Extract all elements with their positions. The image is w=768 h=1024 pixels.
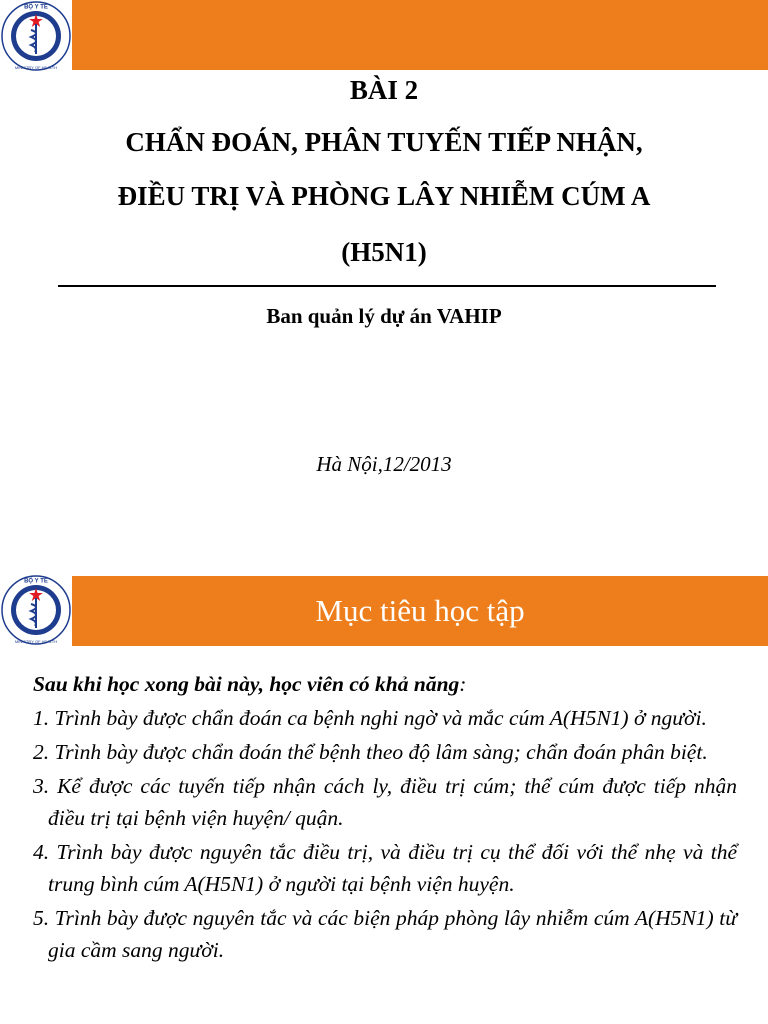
intro-colon: : <box>459 672 467 696</box>
logo-top-text: BỘ Y TẾ <box>24 578 48 585</box>
ministry-of-health-logo <box>0 0 72 72</box>
header-bar <box>72 576 768 646</box>
title-divider <box>58 285 716 287</box>
logo-bottom-text: MINISTRY OF HEALTH <box>14 65 58 70</box>
slide-title: Mục tiêu học tập <box>315 593 525 628</box>
intro-text: Sau khi học xong bài này, học viên có khả năng <box>33 672 460 696</box>
organization-subtitle: Ban quản lý dự án VAHIP <box>266 304 502 328</box>
objective-item-1: 1. Trình bày được chẩn đoán ca bệnh nghi ngờ và mắc cúm A(H5N1) ở người. <box>33 706 707 730</box>
lesson-number: BÀI 2 <box>349 75 419 105</box>
title-line-2: ĐIỀU TRỊ VÀ PHÒNG LÂY NHIỄM CÚM A <box>117 181 651 211</box>
header-bar <box>72 0 768 70</box>
objective-item-4: 4. Trình bày được nguyên tắc điều trị, và điều trị cụ thể đối với thể nhẹ và thể trung bình cúm A(H5N1) ở người tại bệnh viện huyện. <box>33 840 737 896</box>
objectives-slide <box>0 568 768 1024</box>
objective-item-2: 2. Trình bày được chẩn đoán thể bệnh theo độ lâm sàng; chẩn đoán phân biệt. <box>33 740 708 764</box>
objectives-intro <box>33 668 737 700</box>
objective-item-5: 5. Trình bày được nguyên tắc và các biện pháp phòng lây nhiễm cúm A(H5N1) từ gia cầm sang người. <box>33 906 737 962</box>
title-line-3: (H5N1) <box>341 237 427 267</box>
objectives-body <box>33 668 737 968</box>
logo-bottom-text: MINISTRY OF HEALTH <box>14 639 58 644</box>
place-date: Hà Nội,12/2013 <box>316 452 452 476</box>
logo-top-text: BỘ Y TẾ <box>24 4 48 11</box>
objective-item-3: 3. Kể được các tuyến tiếp nhận cách ly, điều trị cúm; thể cúm được tiếp nhận điều trị tại bệnh viện huyện/ quận. <box>33 774 737 830</box>
ministry-of-health-logo <box>0 574 72 646</box>
title-line-1: CHẨN ĐOÁN, PHÂN TUYẾN TIẾP NHẬN, <box>125 127 643 157</box>
